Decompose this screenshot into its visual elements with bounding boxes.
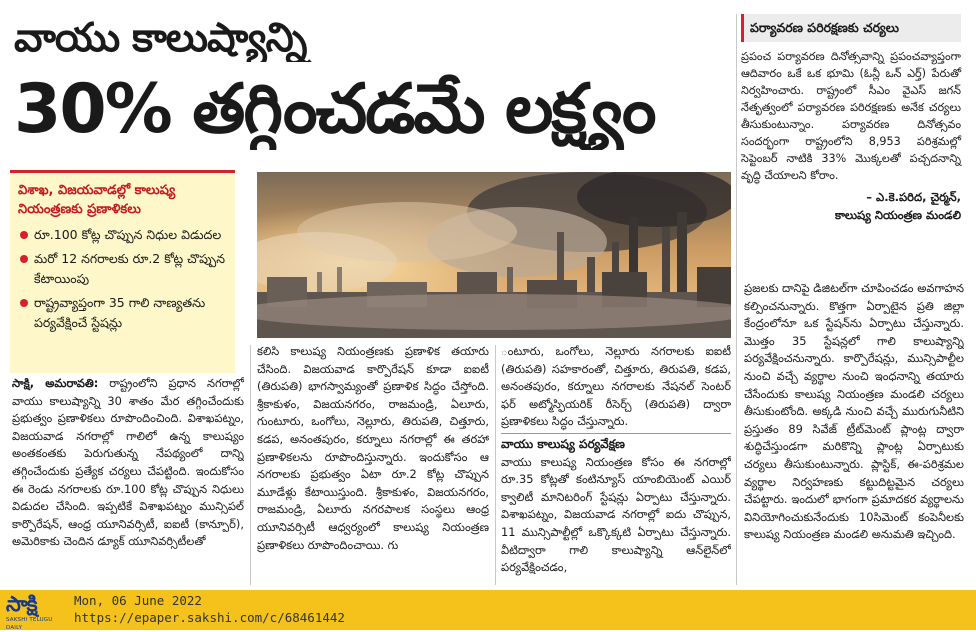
headline-line-1: వాయు కాలుష్యాన్ని (14, 15, 307, 61)
logo-subtitle: SAKSHI TELUGU DAILY (6, 617, 53, 631)
sidebar-quote-box (741, 14, 961, 266)
article-column-1 (12, 375, 244, 585)
sidebar-quote: ప్రపంచ పర్యావరణ దినోత్సవాన్ని ప్రపంచవ్యాప్తంగా ఆదివారం ఒకే ఒక భూమి (ఓన్లీ ఒన్ ఎర్త్) పేరుతో నిర్వహించారు. రాష్ట్రంలో సీఎం వైఎస్ జగన్ నేతృత్వంలో పర్యావరణ పరిరక్షణకు అనేక చర్యలు తీసుకుంటున్నాం. పర్యావరణ దినోత్సవం సందర్భంగా రాష్ట్రంలోని 8,953 పరిశ్రమల్లో సెప్టెంబర్ నాటికి 33% మొక్కలతో పచ్చదనాన్ని వృద్ధి చేయాలని కోరాం. (741, 50, 961, 182)
section-subheading: వాయు కాలుష్య పర్యవేక్షణ (501, 433, 731, 454)
article-text: వాయు కాలుష్య నియంత్రణ కోసం ఈ నగరాల్లో రూ.35 కోట్లతో కంటిన్యూస్ యాంబియెంట్ ఎయిర్ క్వాలిటీ మానిటరింగ్ స్టేషన్లు ఏర్పాటు చేస్తున్నారు. విశాఖపట్నం, విజయవాడ నగరాల్లో ఐదు చొప్పున, 11 మున్సిపాల్టీల్లో ఒక్కొక్కటి ఏర్పాటు చేస్తున్నారు. వీటిద్వారా గాలి కాలుష్యాన్ని ఆన్‌లైన్‌లో పర్యవేక్షించడం, (501, 454, 731, 575)
column-divider (495, 345, 496, 585)
highlight-item (18, 293, 229, 333)
sidebar-title: పర్యావరణ పరిరక్షణకు చర్యలు (741, 14, 961, 42)
bullet-icon (20, 299, 28, 307)
article-column-3 (501, 343, 731, 585)
highlight-text: మరో 12 నగరాలకు రూ.2 కోట్ల చొప్పున కేటాయింపు (34, 251, 226, 286)
highlights-title: విశాఖ, విజయవాడల్లో కాలుష్య నియంత్రణకు ప్రణాళికలు (18, 183, 176, 217)
epaper-link[interactable]: https://epaper.sakshi.com/c/68461442 (74, 610, 345, 625)
article-text: రాష్ట్రంలోని ప్రధాన నగరాల్లో వాయు కాలుష్యాన్ని 30 శాతం మేర తగ్గించేందుకు ప్రభుత్వం ప్రణాళికలు రూపొందించింది. విశాఖపట్నం, విజయవాడ నగరాల్లో గాలిలో ఉన్న కాలుష్యం అంతకంతకు పెరుగుతున్న నేపథ్యంలో దాన్ని తగ్గించేందుకు ప్రత్యేక చర్యలు చేపట్టింది. ఇందుకోసం ఈ రెండు నగరాలకు రూ.100 కోట్ల చొప్పున నిధులు విడుదల చేసింది. ఇప్పటికే విశాఖపట్నం మున్సిపల్ కార్పొరేషన్, ఆంధ్ర యూనివర్సిటీ, ఐఐటీ (కాన్పూర్), అమెరికాకు చెందిన డ్యూక్ యూనివర్సిటీలతో (12, 376, 244, 549)
highlights-list (10, 225, 235, 333)
highlight-item (18, 249, 229, 289)
article-text: ంటూరు, ఒంగోలు, నెల్లూరు నగరాలకు ఐఐటీ (తిరుపతి) సహకారంతో, చిత్తూరు, తిరుపతి, కడప, అనంతపురం, కర్నూలు నగరాలకు నేషనల్ సెంటర్ ఫర్ అట్మోస్ఫియరిక్ రీసెర్చ్ (తిరుపతి) ద్వారా ప్రణాళికలు సిద్ధం చేస్తున్నారు. (501, 344, 731, 429)
sakshi-logo (6, 592, 64, 631)
article-column-4 (744, 280, 964, 585)
article-text: ప్రజలకు దానిపై డిజిటల్‌గా చూపించడం అవగాహన కల్పించనున్నారు. కొత్తగా ఏర్పాటైన ప్రతి జిల్లా కేంద్రంలోనూ ఒక స్టేషన్‌ను ఏర్పాటు చేస్తున్నారు. మొత్తం 35 స్టేషన్లలో గాలి కాలుష్యాన్ని పర్యవేక్షించనున్నారు. కార్పొరేషన్లు, మున్సిపాల్టీల నుంచి వచ్చే వ్యర్థాల నుంచి ఇంధనాన్ని తయారు చేసేందుకు కాలుష్య నియంత్రణ మండలి చర్యలు తీసుకుంటోంది. అక్కడి నుంచి వచ్చే మురుగునీటిని ప్రస్తుతం 89 సివేజ్ ట్రీట్‌మెంట్ ప్లాంట్ల ద్వారా శుద్ధిచేస్తుండగా మరికొన్ని ప్లాంట్ల ఏర్పాటుకు చర్యలు తీసుకుంటున్నారు. ప్లాస్టిక్, ఈ-పరిశ్రమల వ్యర్థాల నిర్వహణకు కట్టుదిట్టమైన చర్యలు చేపట్టారు. ఇందులో భాగంగా ప్రమాదకర వ్యర్థాలను వినియోగించుకునేందుకు 10సిమెంట్ కంపెనీలకు కాలుష్య నియంత్రణ మండలి అనుమతి ఇచ్చింది. (744, 281, 964, 542)
highlight-text: రూ.100 కోట్ల చొప్పున నిధుల విడుదల (34, 227, 222, 242)
column-divider (736, 14, 737, 585)
highlights-box (10, 170, 235, 373)
logo-wordmark: సాక్షి (6, 592, 37, 616)
quote-attribution-org: కాలుష్య నియంత్రణ మండలి (834, 208, 961, 222)
article-dateline: సాక్షి, అమరావతి: (12, 376, 99, 390)
epaper-footer (0, 590, 976, 630)
article-column-2 (257, 343, 489, 585)
quote-attribution-name: – ఎ.కె.పరిద, చైర్మన్, (866, 190, 961, 204)
highlight-item (18, 225, 229, 245)
column-divider (250, 345, 251, 585)
bullet-icon (20, 255, 28, 263)
highlight-text: రాష్ట్రవ్యాప్తంగా 35 గాలి నాణ్యతను పర్యవేక్షించే స్టేషన్లు (34, 295, 206, 330)
bullet-icon (20, 231, 28, 239)
headline-line-2: 30% తగ్గించడమే లక్ష్యం (14, 70, 655, 149)
article-text: కలిసి కాలుష్య నియంత్రణకు ప్రణాళిక తయారు చేసింది. విజయవాడ కార్పొరేషన్ కూడా ఐఐటీ (తిరుపతి) భాగస్వామ్యంతో ప్రణాళిక సిద్ధం చేస్తోంది. శ్రీకాకుళం, విజయనగరం, రాజమండ్రి, ఏలూరు, గుంటూరు, ఒంగోలు, నెల్లూరు, తిరుపతి, చిత్తూరు, కడప, అనంతపురం, కర్నూలు నగరాల్లో ఈ తరహా ప్రణాళికలను రూపొందిస్తున్నారు. ఇందుకోసం ఆ నగరాలకు ప్రభుత్వం ఏటా రూ.2 కోట్ల చొప్పున మూడేళ్లు కేటాయిస్తుంది. శ్రీకాకుళం, విజయనగరం, రాజమండ్రి, ఏలూరు నగరపాలక సంస్థలు ఆంధ్ర యూనివర్సిటీ ఆధ్వర్యంలో కాలుష్య నియంత్రణ ప్రణాళికలు రూపొందించాయి. గు (257, 344, 489, 552)
industrial-pollution-photo (257, 172, 731, 338)
publication-date: Mon, 06 June 2022 (74, 593, 202, 608)
smokestacks-image (257, 172, 731, 338)
